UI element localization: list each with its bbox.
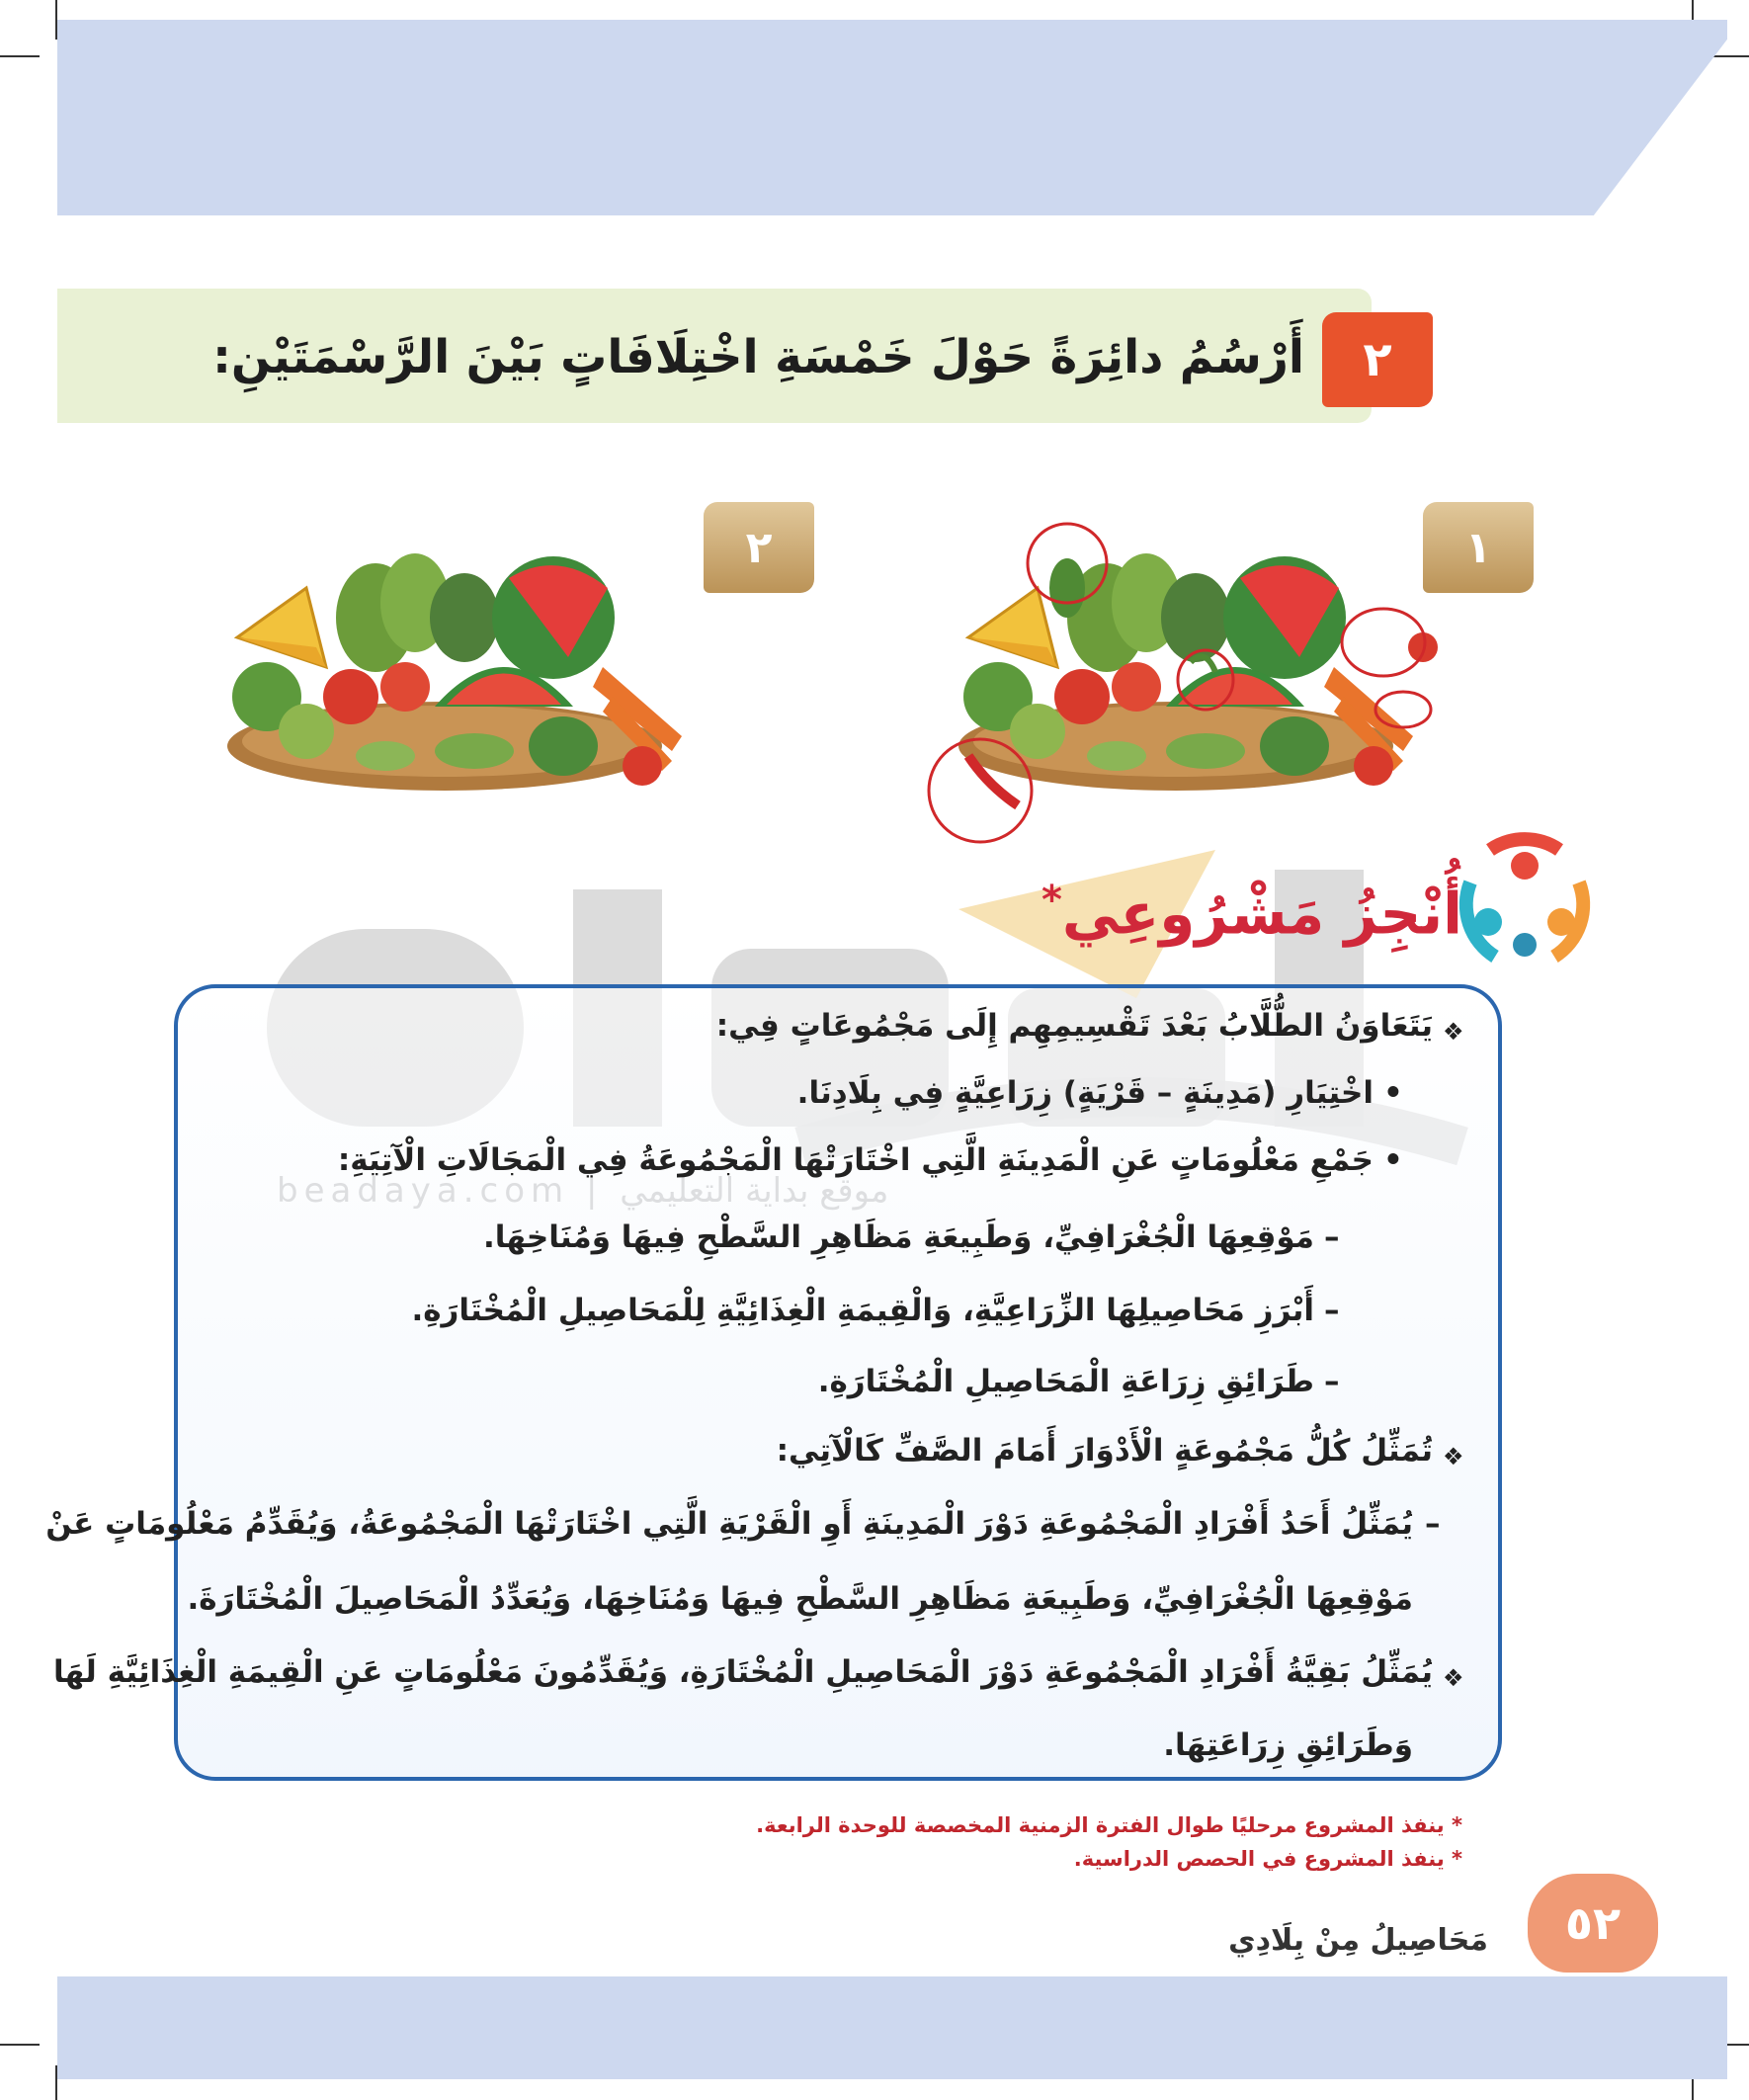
project-sub-2: جَمْعِ مَعْلُومَاتٍ عَنِ الْمَدِينَةِ الَّتِي اخْتَارَتْهَا الْمَجْمُوعَةُ فِي الْمَجَالَاتِ الْآتِيَةِ: [337,1142,1374,1178]
bullet-diamond-2: ❖ [1443,1443,1464,1470]
bullet-diamond-1: ❖ [1443,1018,1464,1046]
project-title-text: أُنْجِزُ مَشْرُوعِي [1061,880,1462,948]
dash-3: – [1324,1364,1340,1399]
project-title [998,856,1462,948]
project-dash-1: مَوْقِعِهَا الْجُغْرَافِيِّ، وَطَبِيعَةِ مَظَاهِرِ السَّطْحِ فِيهَا وَمُنَاخِهَا. [482,1219,1314,1255]
footnote-star: * [1041,878,1062,923]
task-instruction: أَرْسُمُ دائِرَةً حَوْلَ خَمْسَةِ اخْتِلَافَاتٍ بَيْنَ الرَّسْمَتَيْنِ: [212,330,1304,384]
footnote-2: * ينفذ المشروع في الحصص الدراسية. [1073,1847,1462,1871]
vegetables-illustration [178,548,711,796]
project-bullet-3b: وَطَرَائِقِ زِرَاعَتِهَا. [1163,1727,1413,1763]
unit-name: مَحَاصِيلُ مِنْ بِلَادِي [1228,1923,1488,1958]
dot-2: • [1383,1142,1403,1178]
crop-mark [0,2044,40,2046]
bottom-decorative-band [57,1976,1727,2079]
project-sub-1: اخْتِيَارِ (مَدِينَةٍ – قَرْيَةٍ) زِرَاعِيَّةٍ فِي بِلَادِنَا. [796,1075,1374,1111]
picture-2-label: ٢ [704,502,814,593]
project-dash-2: أَبْرَزِ مَحَاصِيلِهَا الزِّرَاعِيَّةِ، وَالْقِيمَةِ الْغِذَائِيَّةِ لِلْمَحَاصِيلِ الْمُخْتَارَةِ. [411,1293,1314,1328]
vegetables-illustration-with-circled-differences [870,514,1462,850]
crop-mark [55,0,57,40]
task-number-badge: ٢ [1322,312,1433,407]
dash-2: – [1324,1293,1340,1328]
dot-1: • [1383,1075,1403,1111]
crop-mark [1709,55,1749,57]
project-bullet-2: تُمَثِّلُ كُلُّ مَجْمُوعَةٍ الْأَدْوَارَ أَمَامَ الصَّفِّ كَالْآتِي: [776,1433,1433,1469]
project-role-1b: مَوْقِعِهَا الْجُغْرَافِيِّ، وَطَبِيعَةِ مَظَاهِرِ السَّطْحِ فِيهَا وَمُنَاخِهَا، وَيُعَدِّدُ الْمَحَاصِيلَ الْمُخْتَارَةَ. [187,1581,1413,1617]
project-role-1a: يُمَثِّلُ أَحَدُ أَفْرَادِ الْمَجْمُوعَةِ دَوْرَ الْمَدِينَةِ أَوِ الْقَرْيَةِ الَّتِي اخْتَارَتْهَا الْمَجْمُوعَةُ، وَيُقَدِّمُ مَعْلُومَاتٍ عَنْ [45,1506,1413,1542]
dash-1: – [1324,1219,1340,1255]
bullet-diamond-3: ❖ [1443,1664,1464,1692]
picture-1-label: ١ [1423,502,1534,593]
page-number-badge: ٥٢ [1528,1874,1658,1973]
footnote-1: * ينفذ المشروع مرحليًا طوال الفترة الزمنية المخصصة للوحدة الرابعة. [756,1813,1462,1837]
project-bullet-1: يَتَعَاوَنُ الطُّلَّابُ بَعْدَ تَقْسِيمِهِم إِلَى مَجْمُوعَاتٍ فِي: [715,1008,1433,1044]
crop-mark [0,55,40,57]
project-bullet-3a: يُمَثِّلُ بَقِيَّةُ أَفْرَادِ الْمَجْمُوعَةِ دَوْرَ الْمَحَاصِيلِ الْمُخْتَارَةِ، وَيُقَدِّمُونَ مَعْلُومَاتٍ عَنِ الْقِيمَةِ الْغِذَائِيَّةِ لَهَا [53,1654,1433,1690]
top-decorative-band [57,20,1727,215]
dash-4: – [1425,1506,1441,1542]
group-people-icon [1451,828,1599,976]
project-dash-3: طَرَائِقِ زِرَاعَةِ الْمَحَاصِيلِ الْمُخْتَارَةِ. [817,1364,1314,1399]
